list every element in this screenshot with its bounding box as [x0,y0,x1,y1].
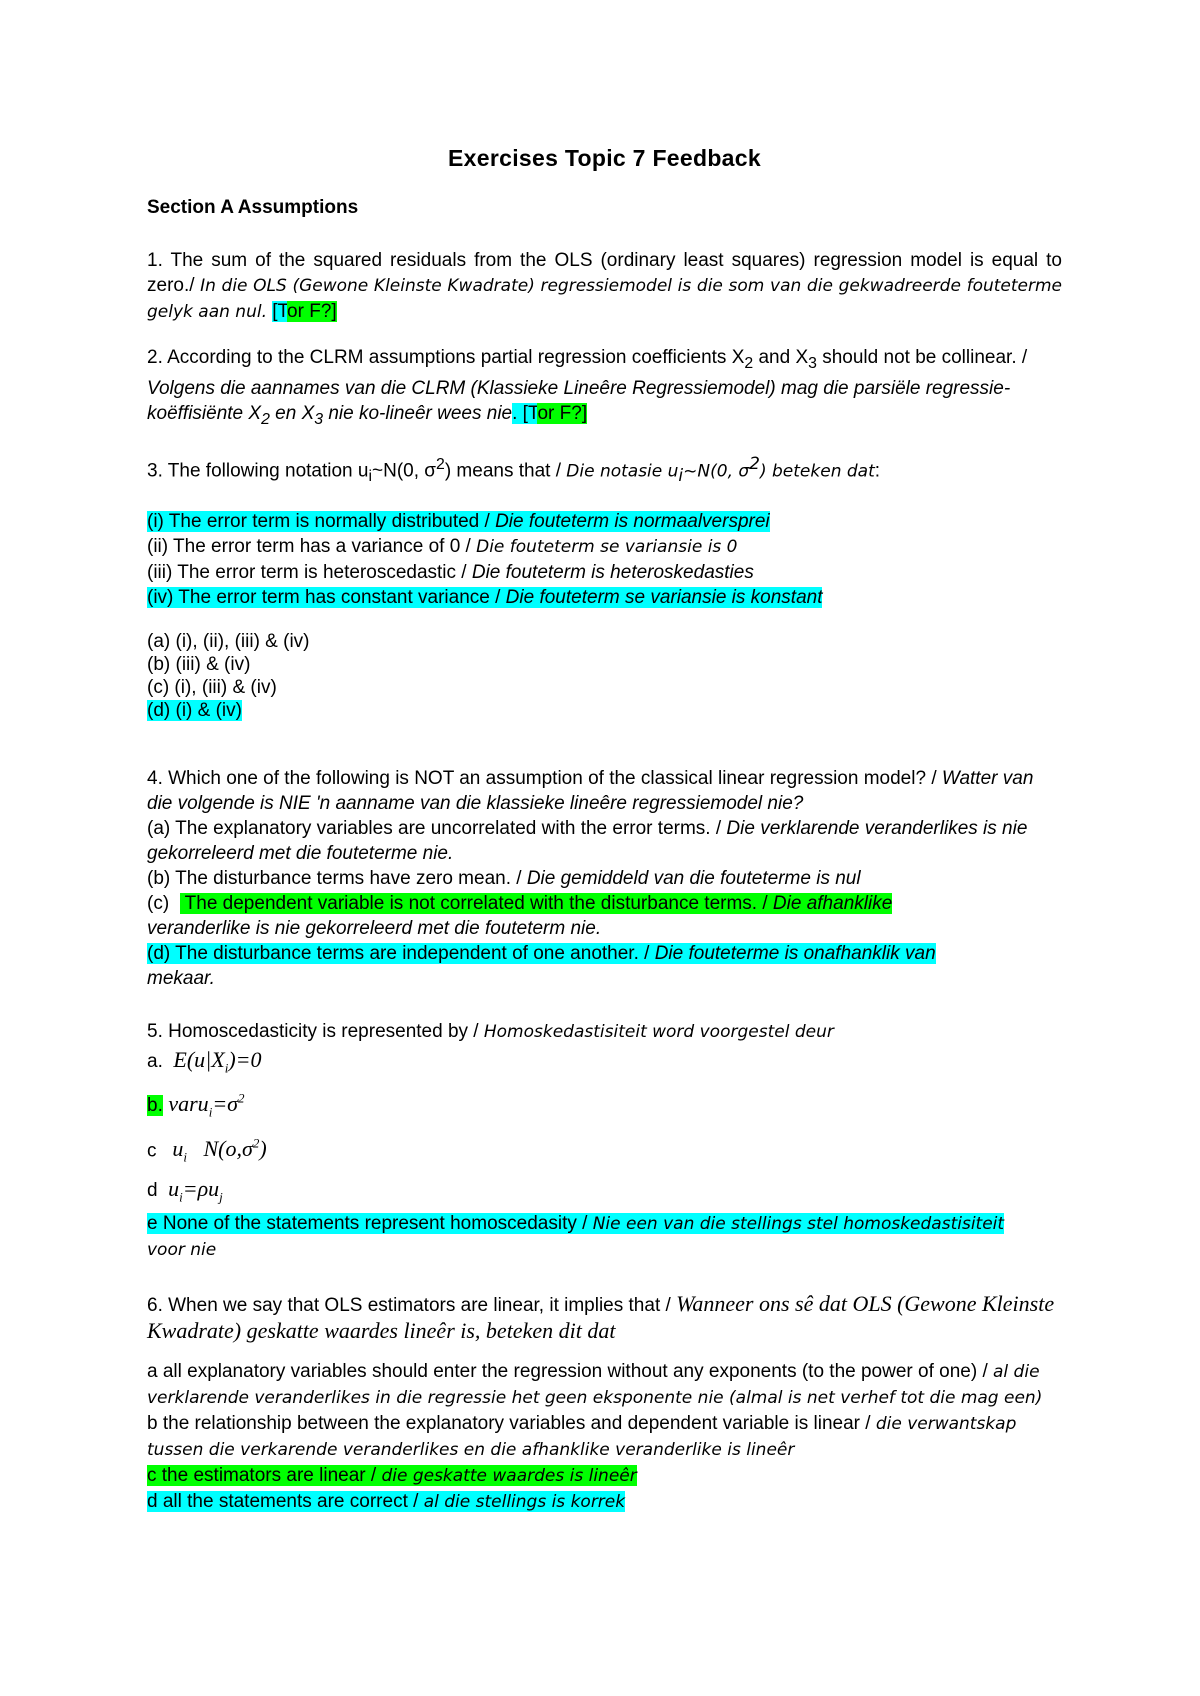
q3-text-a: 3. The following notation u [147,459,369,481]
q5-c-formula [172,1135,267,1165]
q3-statement [147,509,1062,534]
q3-af-b: ~N(0, σ [683,460,750,481]
q3-colon: : [874,459,881,481]
q2-sub: 3 [808,354,817,372]
q5-d-label: d [147,1179,169,1201]
q5-c-m2: N [186,1136,219,1162]
q3-text-b: ~N(0, σ [372,459,436,481]
q3-statement-af: Die fouteterm se variansie is konstant [505,586,823,608]
q3-af-a: Die notasie u [566,460,679,481]
q3-option-answer: (d) (i) & (iv) [147,699,242,721]
question-4 [147,766,1062,991]
q4-c-af-cont: veranderlike is nie gekorreleerd met die fouteterm nie. [147,917,602,939]
question-5 [147,1019,1062,1263]
q3-sup: 2 [436,455,445,473]
q6-af: Wanneer ons sê dat OLS (Gewone Kleinste Kwadrate) geskatte waardes lineêr is, beteken dit dat [147,1290,1055,1343]
q5-af: Homoskedastisiteit word voorgestel deur [483,1021,834,1042]
q5-d-sub: i [179,1188,183,1204]
q3-option: (b) (iii) & (iv) [147,653,251,675]
q2-text-a: 2. According to the CLRM assumptions partial regression coefficients X [147,347,745,368]
q5-b-formula [162,1091,245,1120]
q3-statement-af: Die fouteterm se variansie is 0 [476,536,738,557]
q5-c-m1: u [172,1136,184,1162]
q4-b-en: (b) The disturbance terms have zero mean. / [147,867,527,889]
q4-af: Watter van die volgende is NIE 'n aanname van die klassieke lineêre regressiemodel nie? [147,767,1034,814]
q1-af: In die OLS (Gewone Kleinste Kwadrate) regressiemodel is die som van die gekwadreerde fouteterme gelyk aan nul. [147,276,1063,322]
q3-sub: i [678,465,684,486]
q2-text-c: should not be collinear. / [816,347,1028,368]
q2-af-dot: . [512,402,518,424]
q1-text: 1. The sum of the squared residuals from the OLS (ordinary least squares) regression model is equal to zero./ [147,250,1062,296]
q2-sub: 2 [744,354,754,372]
q3-statement-list [147,509,1062,610]
q5-a-sub: i [224,1060,229,1076]
q5-d-m1: u [168,1175,180,1201]
q6-stem [147,1291,1062,1345]
q5-a-m1: E [173,1046,187,1072]
q3-sup: 2 [749,453,760,474]
q3-statement [147,585,1062,610]
q5-d-sub2: j [219,1188,223,1204]
q5-e-af-cont: voor nie [147,1239,217,1260]
q4-stem [147,766,1062,816]
q4-option-b [147,866,1062,891]
q5-a-m2: (u [186,1046,206,1072]
q4-a-en: (a) The explanatory variables are uncorrelated with the error terms. / [147,817,727,839]
q4-d-af: Die fouteterme is onafhanklik van [654,942,936,964]
q6-d-en: d all the statements are correct / [147,1490,424,1512]
q4-c-en: The dependent variable is not correlated with the disturbance terms. / [179,892,773,914]
q5-c-label: c [147,1140,173,1162]
q5-e-af: Nie een van die stellings stel homoskedastisiteit [592,1213,1005,1234]
question-2 [147,345,1062,432]
q4-a-af: Die verklarende veranderlikes is nie gekorreleerd met die fouteterme nie. [147,817,1028,864]
q6-c-en: c the estimators are linear / [147,1464,382,1486]
q1-answer-false: or F?] [287,301,337,322]
q3-options [147,630,1062,722]
q5-a-m5: )=0 [228,1046,262,1072]
q5-c-m3: (o,σ [218,1136,253,1162]
q5-a-m4: X [211,1046,225,1072]
q6-text: 6. When we say that OLS estimators are linear, it implies that / [147,1294,677,1316]
q2-answer-true [512,403,537,424]
q6-option-b [147,1411,1062,1463]
q4-c-label: (c) [147,892,180,914]
q2-af-a: Volgens die aannames van die CLRM (Klassieke Lineêre Regressiemodel) mag die parsiële regressie-koëffisiënte X [147,377,1011,424]
q3-statement-en: (i) The error term is normally distributed / [147,510,496,532]
q5-a-m3: | [205,1046,212,1072]
q2-text-b: and X [753,347,809,368]
q2-af-b: en X [269,402,315,424]
q3-statement-en: (ii) The error term has a variance of 0 / [147,535,477,557]
q3-sub: i [368,467,372,485]
q4-d-af-cont: mekaar. [147,967,215,989]
q3-statement-en: (iv) The error term has constant variance / [147,586,506,608]
q2-sub: 2 [261,410,270,428]
q5-option-c [147,1131,1062,1170]
q4-text: 4. Which one of the following is NOT an assumption of the classical linear regression model? / [147,767,942,789]
q5-b-label: b. [147,1095,163,1117]
q5-option-e [147,1211,1062,1263]
q4-option-c [147,891,1062,941]
q4-c-af: Die afhanklike [772,892,893,914]
q3-option [147,699,1062,722]
q5-text: 5. Homoscedasticity is represented by / [147,1020,484,1042]
q5-b-sup: 2 [238,1091,245,1107]
q5-c-sub: i [183,1149,187,1165]
q6-b-en: b the relationship between the explanatory variables and dependent variable is linear / [147,1412,876,1434]
q5-stem [147,1019,1062,1045]
q3-statement-en: (iii) The error term is heteroscedastic / [147,561,472,583]
q5-c-sup: 2 [252,1135,260,1151]
q3-option: (c) (i), (iii) & (iv) [147,676,277,698]
question-6 [147,1291,1062,1515]
q5-a-label: a. [147,1050,174,1072]
q6-option-d [147,1489,1062,1515]
q3-statement-af: Die fouteterm is heteroskedasties [471,561,754,583]
q6-b-af: die verwantskap tussen die verkarende veranderlikes en die afhanklike veranderlike is lineêr [147,1413,1017,1460]
q4-d-en: (d) The disturbance terms are independent of one another. / [147,942,655,964]
q4-b-af: Die gemiddeld van die fouteterme is nul [526,867,861,889]
q6-c-af: die geskatte waardes is lineêr [381,1465,637,1486]
page-title: Exercises Topic 7 Feedback [448,145,761,171]
q2-answer-false: or F?] [537,402,588,424]
q3-option: (a) (i), (ii), (iii) & (iv) [147,630,310,652]
q3-statement [147,534,1062,560]
q4-option-d [147,941,1062,991]
q3-text-c: ) means that / [444,459,567,481]
q5-e-en: e None of the statements represent homoscedasity / [147,1212,593,1234]
q2-tf-t: [T [517,402,538,424]
q6-d-af: al die stellings is korrek [423,1491,626,1512]
q5-option-b [147,1086,1062,1125]
q2-sub: 3 [314,410,324,428]
q6-a-af: al die verklarende veranderlikes in die regressie het geen eksponente nie (almal is net verhef tot die mag een) [147,1361,1043,1408]
question-1 [147,248,1062,325]
q5-b-sub: i [208,1104,213,1120]
document-page [147,140,1062,1515]
q5-d-m2: =ρu [182,1175,220,1201]
q5-b-m2: =σ [212,1091,239,1117]
q3-statement [147,560,1062,585]
q6-option-a [147,1359,1062,1411]
q6-option-c [147,1463,1062,1489]
q5-option-a [147,1047,1062,1080]
q5-b-m1: varu [162,1091,209,1117]
section-heading: Section A Assumptions [147,197,359,218]
q6-a-en: a all explanatory variables should enter the regression without any exponents (to the power of one) / [147,1360,994,1382]
q5-option-d [147,1176,1062,1209]
q5-d-formula [168,1175,223,1204]
q3-statement-af: Die fouteterm is normaalversprei [495,510,770,532]
q2-af-c: nie ko-lineêr wees nie [323,402,513,424]
q1-answer-true: [T [272,301,288,322]
q3-af-c: ) beteken dat [759,460,875,481]
q4-option-a [147,816,1062,866]
question-3 [147,452,1062,489]
q5-a-formula [173,1046,262,1076]
q5-c-m4: ) [259,1136,267,1162]
